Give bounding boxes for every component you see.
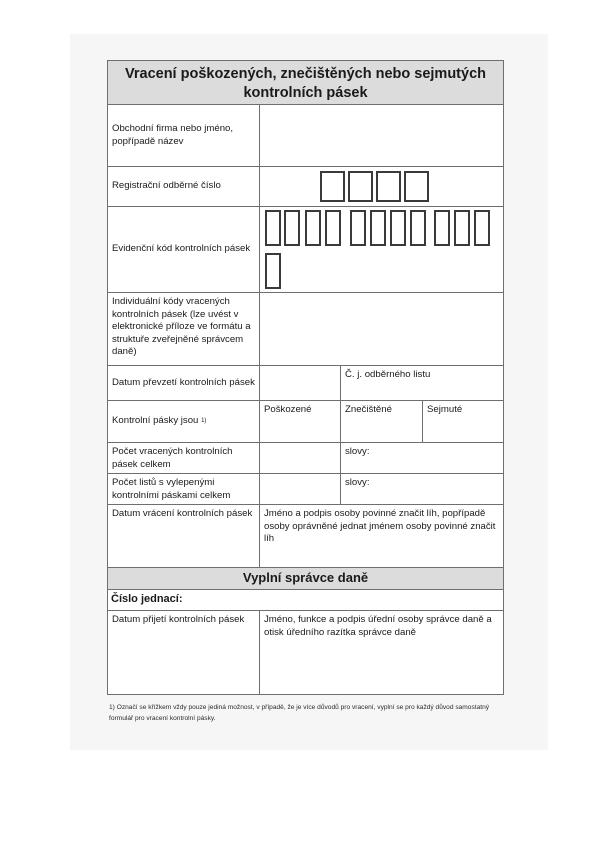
label-pocet-pasek-slovy: slovy: bbox=[345, 446, 370, 457]
row-datum-vraceni bbox=[108, 504, 503, 567]
footnote-ref: 1) bbox=[201, 418, 207, 425]
label-datum-prevzeti: Datum převzetí kontrolních pásek bbox=[108, 366, 260, 400]
label-pocet-listu: Počet listů s vylepenými kontrolními páskami celkem bbox=[108, 474, 260, 504]
row-kontrolni-pasky bbox=[108, 400, 503, 442]
label-pocet-listu-slovy: slovy: bbox=[345, 477, 370, 488]
label-registracni: Registrační odběrné číslo bbox=[108, 167, 260, 206]
evi-digit-box-6[interactable] bbox=[370, 210, 386, 246]
row-firma bbox=[108, 104, 503, 166]
label-cislo-jednaci: Číslo jednací: bbox=[111, 593, 183, 605]
row-pocet-pasek bbox=[108, 442, 503, 473]
input-evidencni bbox=[260, 207, 503, 292]
input-podpis[interactable] bbox=[260, 505, 503, 567]
label-znecistene: Znečištěné bbox=[345, 404, 392, 415]
input-pocet-pasek-slovy[interactable] bbox=[341, 443, 503, 473]
evi-digit-box-9[interactable] bbox=[434, 210, 450, 246]
input-pocet-listu[interactable] bbox=[260, 474, 341, 504]
row-evidencni bbox=[108, 206, 503, 292]
row-datum-prevzeti bbox=[108, 365, 503, 400]
evi-digit-box-10[interactable] bbox=[454, 210, 470, 246]
label-kontrolni-pasky-text: Kontrolní pásky jsou bbox=[112, 415, 199, 427]
reg-digit-box-4[interactable] bbox=[404, 171, 429, 202]
section-title: Vyplní správce daně bbox=[108, 568, 503, 589]
label-evidencni: Evidenční kód kontrolních pásek bbox=[108, 207, 260, 292]
row-cislo-jednaci bbox=[108, 589, 503, 610]
reg-digit-box-2[interactable] bbox=[348, 171, 373, 202]
label-datum-prijeti: Datum přijetí kontrolních pásek bbox=[108, 611, 260, 694]
row-pocet-listu bbox=[108, 473, 503, 504]
input-pocet-listu-slovy[interactable] bbox=[341, 474, 503, 504]
label-cj-odberneho: Č. j. odběrného listu bbox=[345, 369, 431, 380]
row-registracni bbox=[108, 166, 503, 206]
evi-digit-box-11[interactable] bbox=[474, 210, 490, 246]
reg-digit-box-1[interactable] bbox=[320, 171, 345, 202]
reg-digit-box-3[interactable] bbox=[376, 171, 401, 202]
row-individualni bbox=[108, 292, 503, 365]
input-registracni bbox=[260, 167, 503, 206]
label-uredni-podpis: Jméno, funkce a podpis úřední osoby správce daně a otisk úředního razítka správce daně bbox=[264, 614, 492, 638]
label-firma: Obchodní firma nebo jméno, popřípadě název bbox=[108, 105, 260, 166]
evi-digit-box-5[interactable] bbox=[350, 210, 366, 246]
return-form bbox=[107, 60, 504, 695]
label-datum-vraceni: Datum vrácení kontrolních pásek bbox=[108, 505, 260, 567]
label-podpis: Jméno a podpis osoby povinné značit líh, popřípadě osoby oprávněné jednat jménem osoby povinné značit líh bbox=[264, 508, 496, 544]
evi-digit-box-3[interactable] bbox=[305, 210, 321, 246]
evi-digit-box-8[interactable] bbox=[410, 210, 426, 246]
option-sejmute[interactable] bbox=[423, 401, 503, 442]
evi-digit-box-7[interactable] bbox=[390, 210, 406, 246]
form-title-row bbox=[108, 61, 503, 104]
input-uredni-podpis[interactable] bbox=[260, 611, 503, 694]
evi-digit-box-12[interactable] bbox=[265, 253, 281, 289]
row-datum-prijeti bbox=[108, 610, 503, 694]
evi-digit-box-4[interactable] bbox=[325, 210, 341, 246]
section-header-row bbox=[108, 567, 503, 589]
label-kontrolni-pasky bbox=[108, 401, 260, 442]
label-poskozene: Poškozené bbox=[264, 404, 312, 415]
label-individualni: Individuální kódy vracených kontrolních pásek (lze uvést v elektronické příloze ve formátu a struktuře zveřejněné správcem daně) bbox=[108, 293, 260, 365]
input-datum-prevzeti[interactable] bbox=[260, 366, 341, 400]
label-sejmute: Sejmuté bbox=[427, 404, 463, 415]
footnote: 1) Označí se křížkem vždy pouze jediná možnost, v případě, že je více důvodů pro vracení, vyplní se pro každý důvod samostatný formulář pro vracení kontrolní pásky. bbox=[109, 704, 490, 722]
label-pocet-pasek: Počet vracených kontrolních pásek celkem bbox=[108, 443, 260, 473]
option-poskozene[interactable] bbox=[260, 401, 341, 442]
form-title: Vracení poškozených, znečištěných nebo sejmutých kontrolních pásek bbox=[108, 61, 503, 104]
input-pocet-pasek[interactable] bbox=[260, 443, 341, 473]
cj-odberneho-cell[interactable] bbox=[341, 366, 503, 400]
evi-digit-box-1[interactable] bbox=[265, 210, 281, 246]
evi-digit-box-2[interactable] bbox=[284, 210, 300, 246]
input-firma[interactable] bbox=[260, 105, 503, 166]
option-znecistene[interactable] bbox=[341, 401, 423, 442]
input-individualni[interactable] bbox=[260, 293, 503, 365]
